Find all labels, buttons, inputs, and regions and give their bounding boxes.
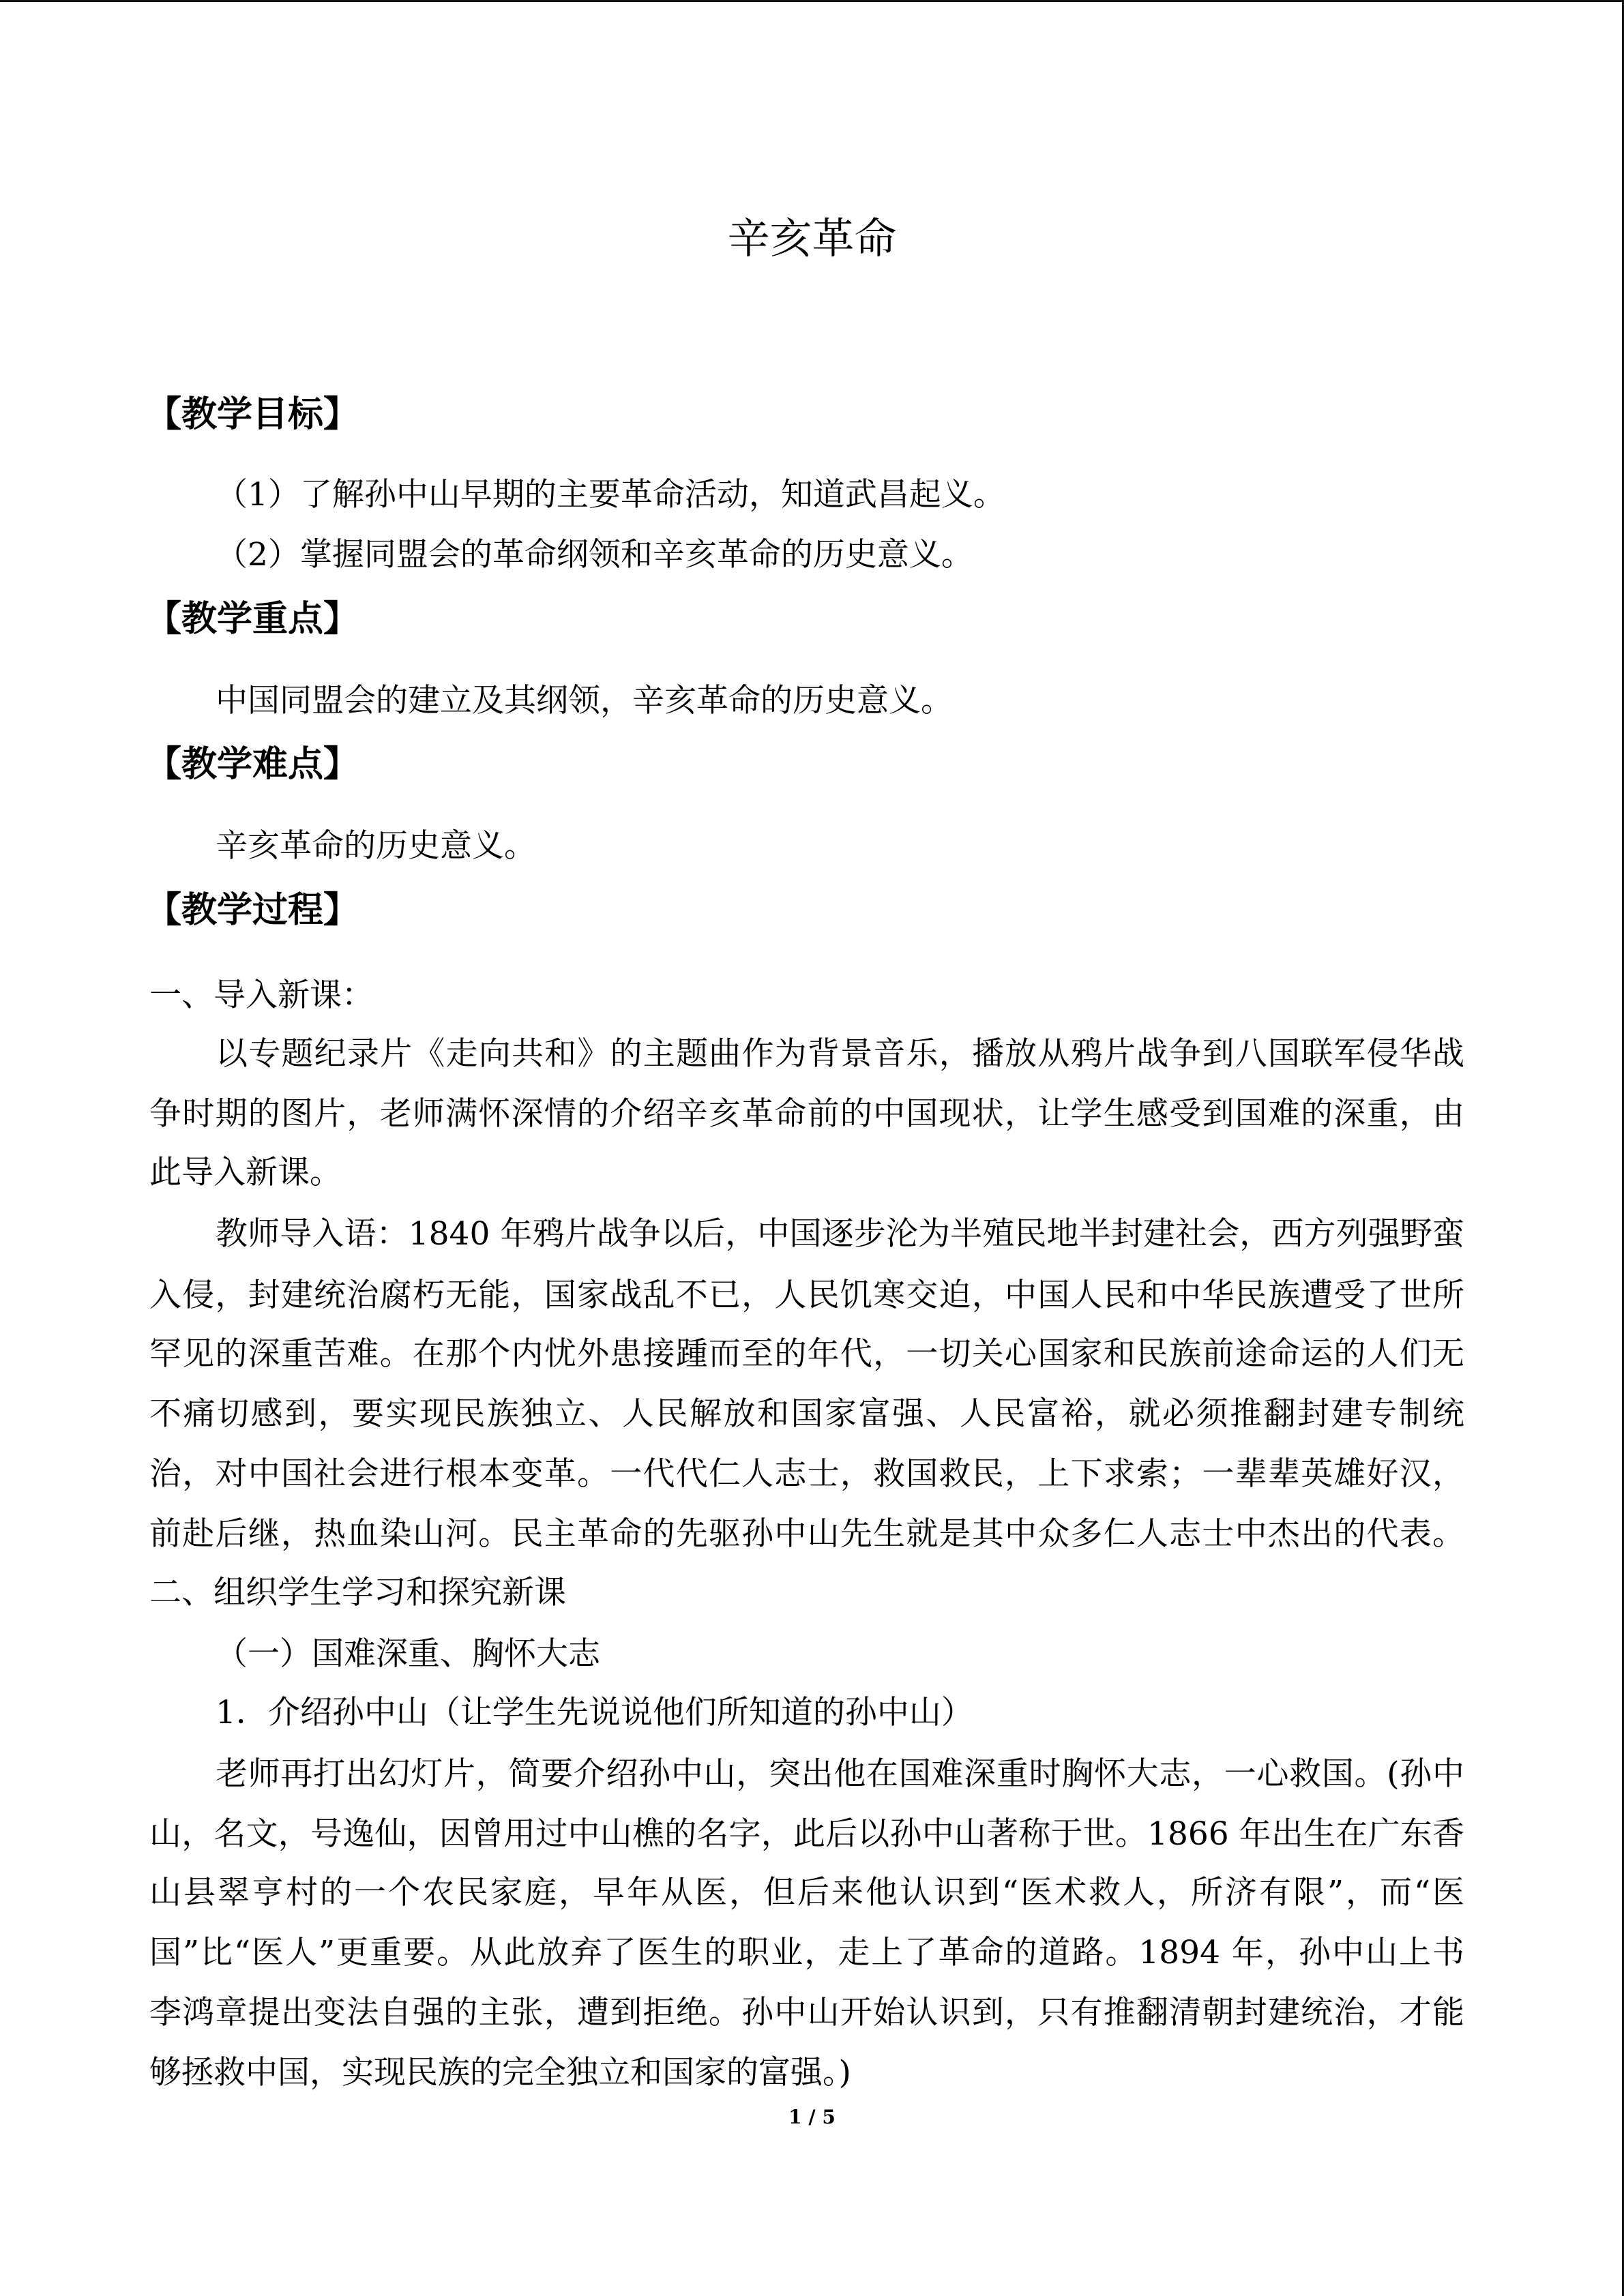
section-heading-key-points: 【教学重点】: [146, 599, 359, 640]
objective-item: （1）了解孙中山早期的主要革命活动，知道武昌起义。: [216, 476, 1005, 513]
section-heading-process: 【教学过程】: [146, 890, 359, 931]
paragraph-line: 以专题纪录片《走向共和》的主题曲作为背景音乐，播放从鸦片战争到八国联军侵华战: [216, 1035, 1464, 1073]
paragraph-line: 山县翠亨村的一个农民家庭，早年从医，但后来他认识到“医术救人，所济有限”，而“医: [149, 1874, 1464, 1911]
paragraph-line: 山，名文，号逸仙，因曾用过中山樵的名字，此后以孙中山著称于世。1866 年出生在广东香: [149, 1815, 1464, 1853]
subheading-section1: （一）国难深重、胸怀大志: [216, 1635, 600, 1673]
paragraph-line: 罕见的深重苦难。在那个内忧外患接踵而至的年代，一切关心国家和民族前途命运的人们无: [149, 1335, 1464, 1373]
paragraph-line: 前赴后继，热血染山河。民主革命的先驱孙中山先生就是其中众多仁人志士中杰出的代表。: [149, 1515, 1464, 1553]
paragraph-line: 够拯救中国，实现民族的完全独立和国家的富强。): [149, 2054, 851, 2091]
subheading-intro: 一、导入新课：: [149, 976, 374, 1014]
subheading-item1: 1．介绍孙中山（让学生先说说他们所知道的孙中山）: [216, 1694, 973, 1731]
paragraph-line: 治，对中国社会进行根本变革。一代代仁人志士，救国救民，上下求索；一辈辈英雄好汉，: [149, 1455, 1464, 1493]
paragraph-line: 教师导入语：1840 年鸦片战争以后，中国逐步沦为半殖民地半封建社会，西方列强野蛮: [216, 1215, 1464, 1253]
paragraph-line: 国”比“医人”更重要。从此放弃了医生的职业，走上了革命的道路。1894 年，孙中山上书: [149, 1934, 1464, 1971]
paragraph-line: 老师再打出幻灯片，简要介绍孙中山，突出他在国难深重时胸怀大志，一心救国。(孙中: [216, 1755, 1464, 1793]
paragraph-line: 入侵，封建统治腐朽无能，国家战乱不已，人民饥寒交迫，中国人民和中华民族遭受了世所: [149, 1277, 1464, 1314]
section-heading-difficulties: 【教学难点】: [146, 744, 359, 785]
paragraph-line: 不痛切感到，要实现民族独立、人民解放和国家富强、人民富裕，就必须推翻封建专制统: [149, 1395, 1464, 1433]
paragraph-line: 李鸿章提出变法自强的主张，遭到拒绝。孙中山开始认识到，只有推翻清朝封建统治，才能: [149, 1994, 1464, 2031]
document-title: 辛亥革命: [727, 213, 897, 263]
paragraph-line: 此导入新课。: [149, 1154, 342, 1191]
paragraph-line: 争时期的图片，老师满怀深情的介绍辛亥革命前的中国现状，让学生感受到国难的深重，由: [149, 1095, 1464, 1133]
objective-item: （2）掌握同盟会的革命纲领和辛亥革命的历史意义。: [216, 536, 973, 573]
page-number: 1 / 5: [788, 2106, 836, 2128]
key-points-text: 中国同盟会的建立及其纲领，辛亥革命的历史意义。: [216, 682, 953, 719]
subheading-study: 二、组织学生学习和探究新课: [149, 1574, 566, 1611]
difficulties-text: 辛亥革命的历史意义。: [216, 827, 536, 865]
section-heading-objectives: 【教学目标】: [146, 394, 359, 435]
